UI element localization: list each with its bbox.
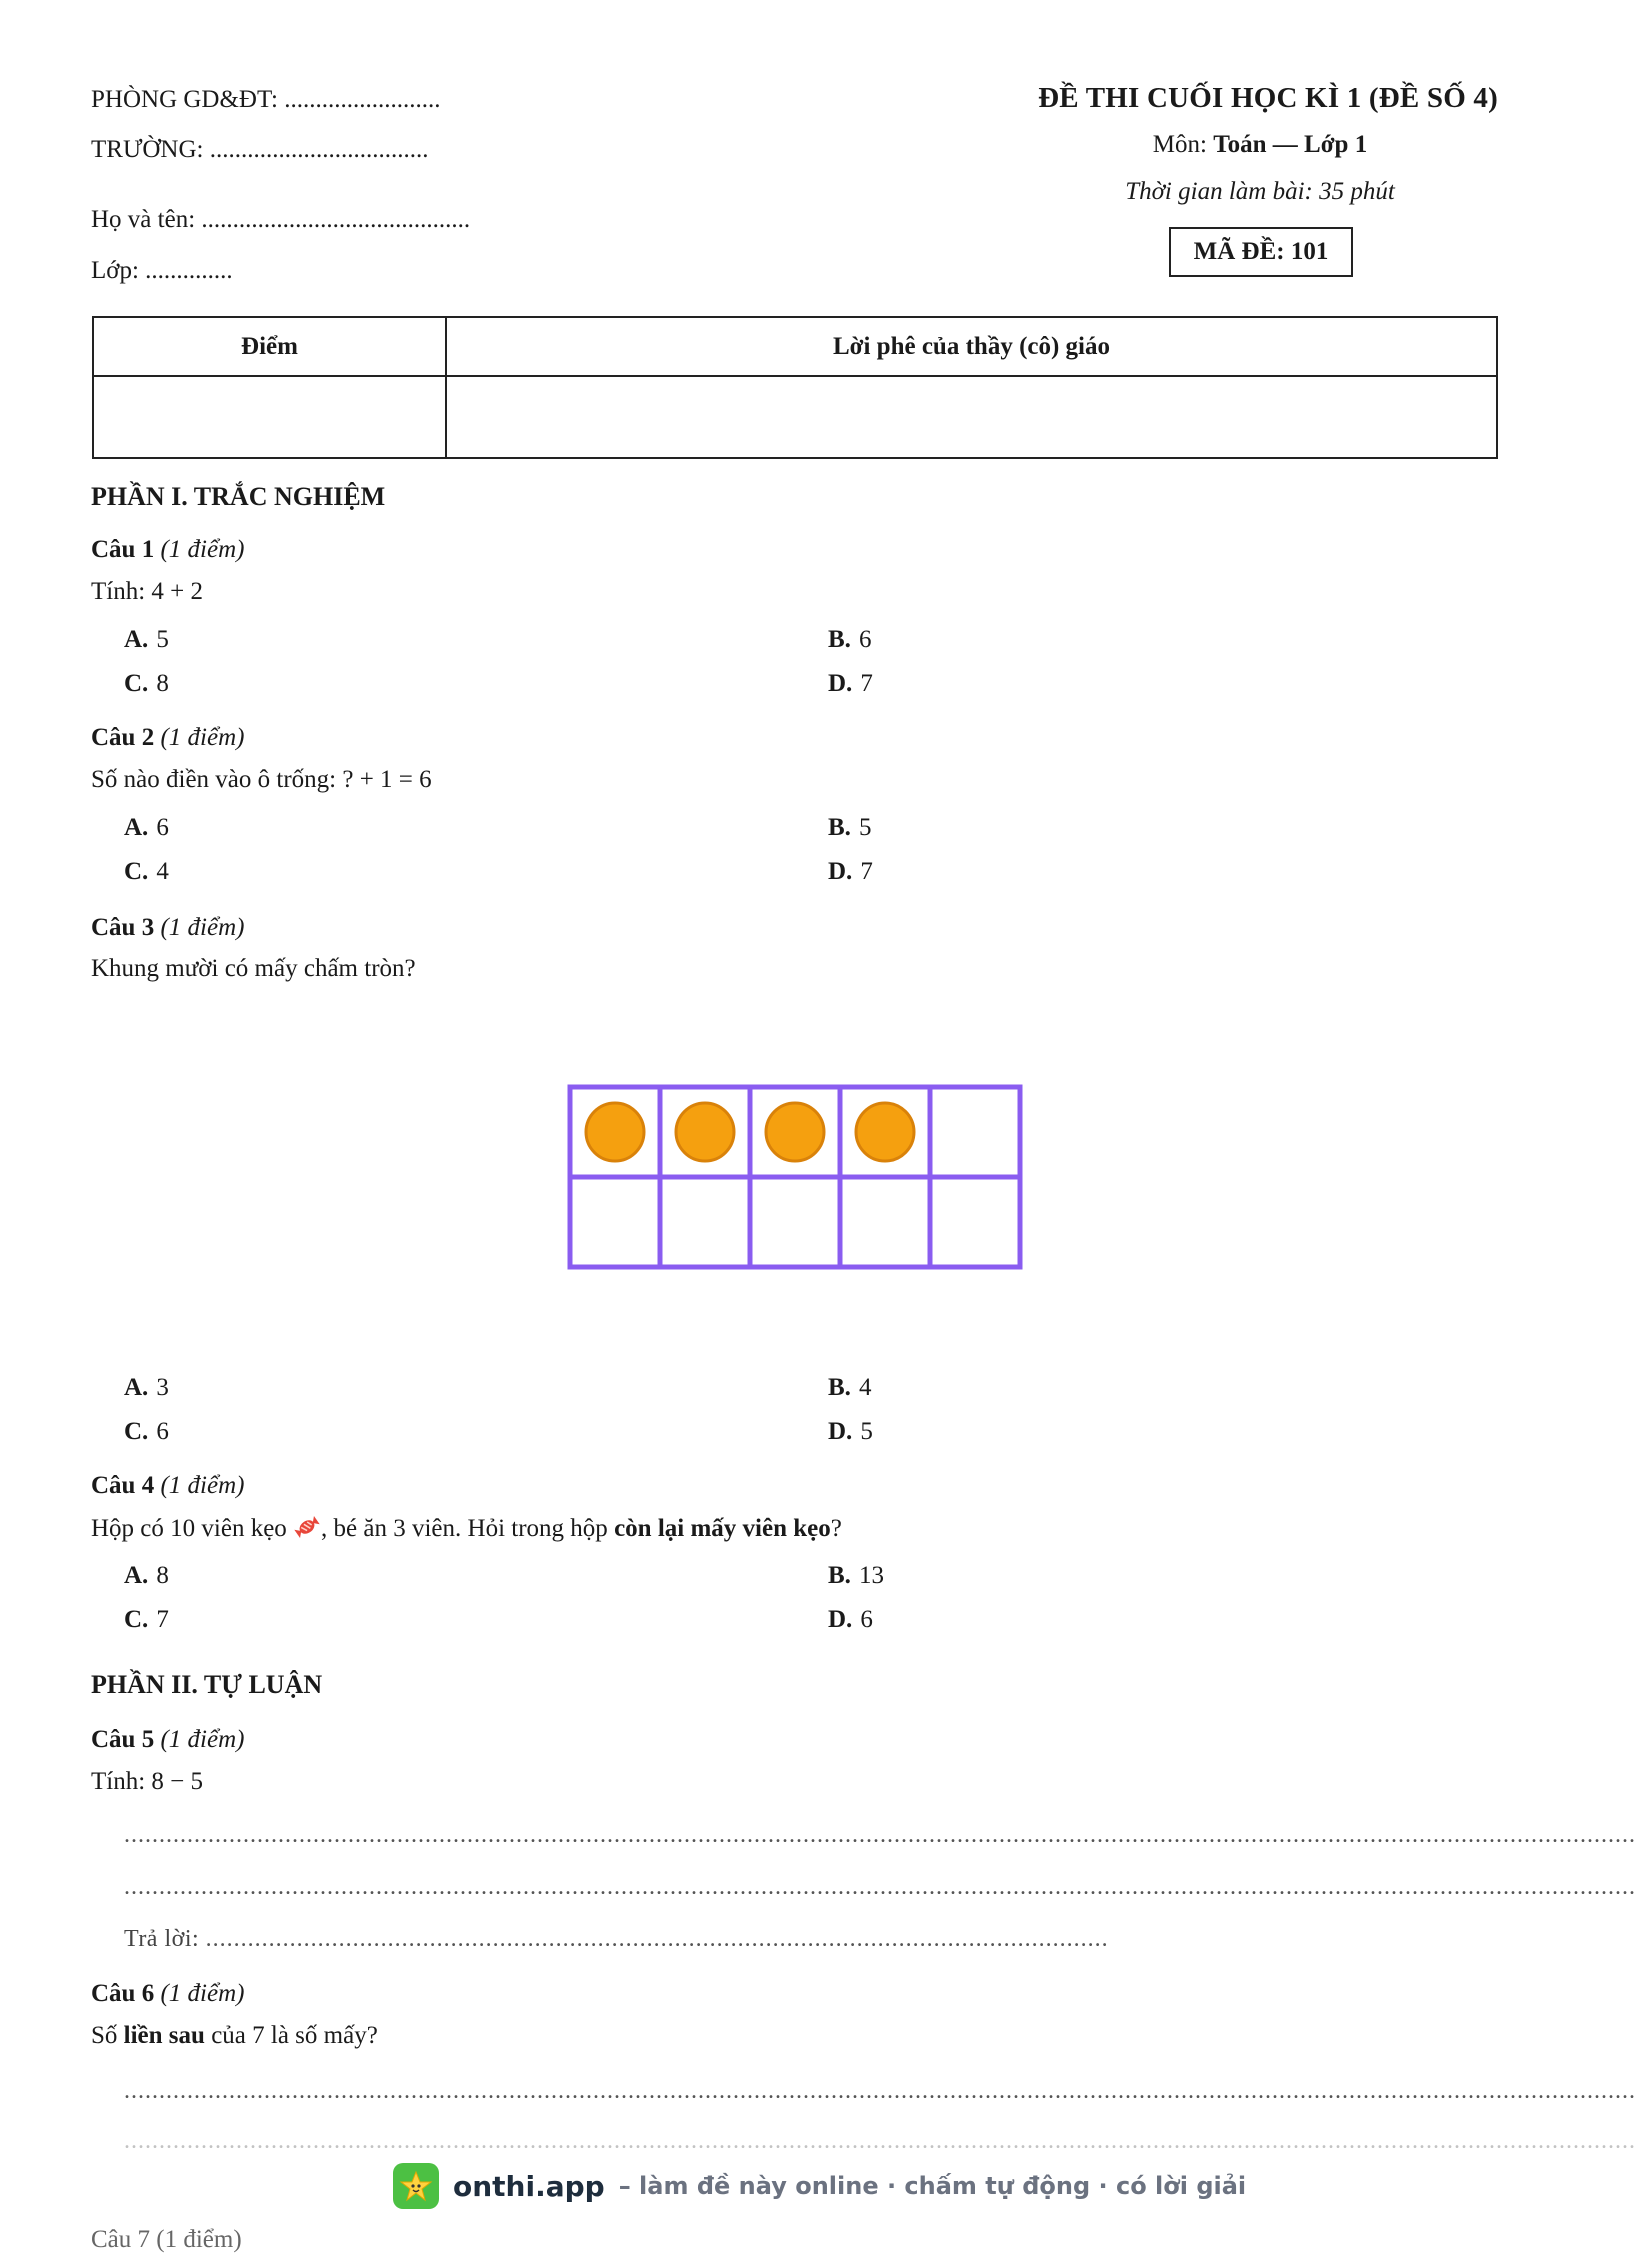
q1-option-c[interactable] — [124, 670, 169, 698]
comment-header: Lời phê của thầy (cô) giáo — [446, 317, 1497, 376]
option-letter: C. — [124, 670, 149, 697]
option-value: 6 — [858, 626, 872, 653]
q2-label: Câu 2 — [91, 724, 155, 751]
student-name-field: Họ và tên: ........................................... — [91, 206, 471, 233]
subject-line — [1060, 131, 1460, 159]
q6-text-part: của 7 là số mấy? — [204, 2022, 378, 2049]
option-letter: C. — [124, 1606, 149, 1633]
q3-points: (1 điểm) — [160, 914, 245, 941]
q3-text: Khung mười có mấy chấm tròn? — [91, 955, 416, 982]
q6-label: Câu 6 — [91, 1980, 155, 2007]
ten-frame — [567, 1084, 1023, 1272]
option-value: 8 — [156, 670, 169, 697]
ten-frame-cell — [930, 1177, 1020, 1267]
option-letter: A. — [124, 626, 149, 653]
option-value: 4 — [858, 1374, 872, 1401]
exam-time: Thời gian làm bài: 35 phút — [1125, 178, 1395, 205]
q4-text-emphasis: còn lại mấy viên kẹo — [614, 1515, 831, 1542]
q4-label: Câu 4 — [91, 1472, 155, 1499]
ten-frame-dot — [766, 1103, 824, 1161]
q2-points: (1 điểm) — [160, 724, 245, 751]
option-letter: D. — [828, 670, 853, 697]
q5-label: Câu 5 — [91, 1726, 155, 1753]
option-value: 7 — [860, 858, 873, 885]
subject-name: Toán — Lớp 1 — [1213, 131, 1368, 158]
option-value: 6 — [156, 814, 169, 841]
star-icon — [393, 2163, 439, 2209]
option-letter: A. — [124, 814, 149, 841]
exam-code: MÃ ĐỀ: 101 — [1193, 238, 1329, 265]
q2-option-c[interactable] — [124, 858, 169, 886]
q4-text — [91, 1514, 842, 1543]
option-value: 8 — [156, 1562, 169, 1589]
subject-prefix: Môn: — [1152, 131, 1214, 158]
score-header: Điểm — [93, 317, 446, 376]
q4-heading — [91, 1472, 244, 1500]
q1-points: (1 điểm) — [160, 536, 245, 563]
option-letter: C. — [124, 1418, 149, 1445]
q4-text-part: Hộp có 10 viên kẹo — [91, 1515, 294, 1542]
option-value: 7 — [860, 670, 873, 697]
ten-frame-cell — [570, 1177, 660, 1267]
ten-frame-cell — [750, 1177, 840, 1267]
q4-option-c[interactable] — [124, 1606, 169, 1634]
q2-option-a[interactable] — [124, 814, 169, 842]
q2-text: Số nào điền vào ô trống: ? + 1 = 6 — [91, 766, 432, 793]
option-letter: B. — [828, 1562, 851, 1589]
q6-work-line-2[interactable]: ........................................................................................................................................................................................................................ — [124, 2128, 1636, 2154]
q7-heading-partial: Câu 7 (1 điểm) — [91, 2226, 242, 2253]
q3-option-b[interactable] — [828, 1374, 871, 1402]
q3-option-a[interactable] — [124, 1374, 169, 1402]
brand-name[interactable]: onthi.app — [453, 2169, 605, 2203]
option-letter: A. — [124, 1374, 149, 1401]
option-value: 7 — [156, 1606, 169, 1633]
q3-heading — [91, 914, 244, 942]
q6-text-part: Số — [91, 2022, 124, 2049]
q4-option-d[interactable] — [828, 1606, 873, 1634]
q6-heading — [91, 1980, 244, 2008]
option-letter: B. — [828, 1374, 851, 1401]
exam-title: ĐỀ THI CUỐI HỌC KÌ 1 (ĐỀ SỐ 4) — [1038, 82, 1498, 114]
q5-text: Tính: 8 − 5 — [91, 1768, 204, 1795]
comment-cell[interactable] — [446, 376, 1497, 458]
q3-option-d[interactable] — [828, 1418, 873, 1446]
q6-text — [91, 2022, 378, 2050]
q4-text-part: ? — [830, 1515, 842, 1542]
q4-points: (1 điểm) — [160, 1472, 245, 1499]
q6-text-emphasis: liền sau — [123, 2022, 205, 2049]
answer-label: Trả lời: — [124, 1926, 206, 1952]
part2-title: PHẦN II. TỰ LUẬN — [91, 1670, 323, 1699]
q2-option-b[interactable] — [828, 814, 871, 842]
option-value: 13 — [858, 1562, 884, 1589]
q5-work-line-2[interactable]: ........................................................................................................................................................................................................................ — [124, 1874, 1636, 1900]
option-letter: A. — [124, 1562, 149, 1589]
footer-tagline: – làm đề này online · chấm tự động · có lời giải — [618, 2172, 1247, 2200]
school-field: TRƯỜNG: ................................... — [91, 136, 429, 163]
part1-title: PHẦN I. TRẮC NGHIỆM — [91, 482, 386, 511]
option-letter: D. — [828, 1606, 853, 1633]
q1-option-b[interactable] — [828, 626, 871, 654]
q4-option-a[interactable] — [124, 1562, 169, 1590]
option-value: 5 — [156, 626, 169, 653]
score-table — [92, 316, 1498, 459]
ten-frame-dot — [856, 1103, 914, 1161]
department-field: PHÒNG GD&ĐT: ......................... — [91, 86, 441, 113]
option-letter: C. — [124, 858, 149, 885]
option-letter: B. — [828, 814, 851, 841]
option-value: 4 — [156, 858, 169, 885]
candy-icon — [293, 1514, 321, 1540]
q1-label: Câu 1 — [91, 536, 155, 563]
option-value: 3 — [156, 1374, 169, 1401]
ten-frame-dot — [676, 1103, 734, 1161]
q4-option-b[interactable] — [828, 1562, 884, 1590]
option-value: 5 — [858, 814, 872, 841]
score-cell[interactable] — [93, 376, 446, 458]
class-field: Lớp: .............. — [91, 257, 233, 284]
ten-frame-cell — [840, 1177, 930, 1267]
q5-points: (1 điểm) — [160, 1726, 245, 1753]
q1-option-d[interactable] — [828, 670, 873, 698]
q2-heading — [91, 724, 244, 752]
q6-work-line-1[interactable]: ........................................................................................................................................................................................................................ — [124, 2078, 1636, 2104]
exam-code-box — [1169, 227, 1353, 277]
option-value: 6 — [860, 1606, 873, 1633]
option-value: 6 — [156, 1418, 169, 1445]
option-letter: D. — [828, 858, 853, 885]
q2-option-d[interactable] — [828, 858, 873, 886]
q5-work-line-1[interactable]: ........................................................................................................................................................................................................................ — [124, 1822, 1636, 1848]
option-letter: B. — [828, 626, 851, 653]
q3-option-c[interactable] — [124, 1418, 169, 1446]
q1-heading — [91, 536, 244, 564]
ten-frame-cell — [660, 1177, 750, 1267]
ten-frame-cell — [930, 1087, 1020, 1177]
ten-frame-dot — [586, 1103, 644, 1161]
q5-answer-line[interactable]: Trả lời: ................................................................................................................................. — [124, 1926, 1109, 1952]
q1-option-a[interactable] — [124, 626, 169, 654]
q6-points: (1 điểm) — [160, 1980, 245, 2007]
option-value: 5 — [860, 1418, 873, 1445]
q4-text-part: , bé ăn 3 viên. Hỏi trong hộp — [321, 1515, 615, 1542]
footer-banner[interactable] — [393, 2163, 1246, 2209]
q5-heading — [91, 1726, 244, 1754]
q1-text: Tính: 4 + 2 — [91, 578, 204, 605]
option-letter: D. — [828, 1418, 853, 1445]
q3-label: Câu 3 — [91, 914, 155, 941]
